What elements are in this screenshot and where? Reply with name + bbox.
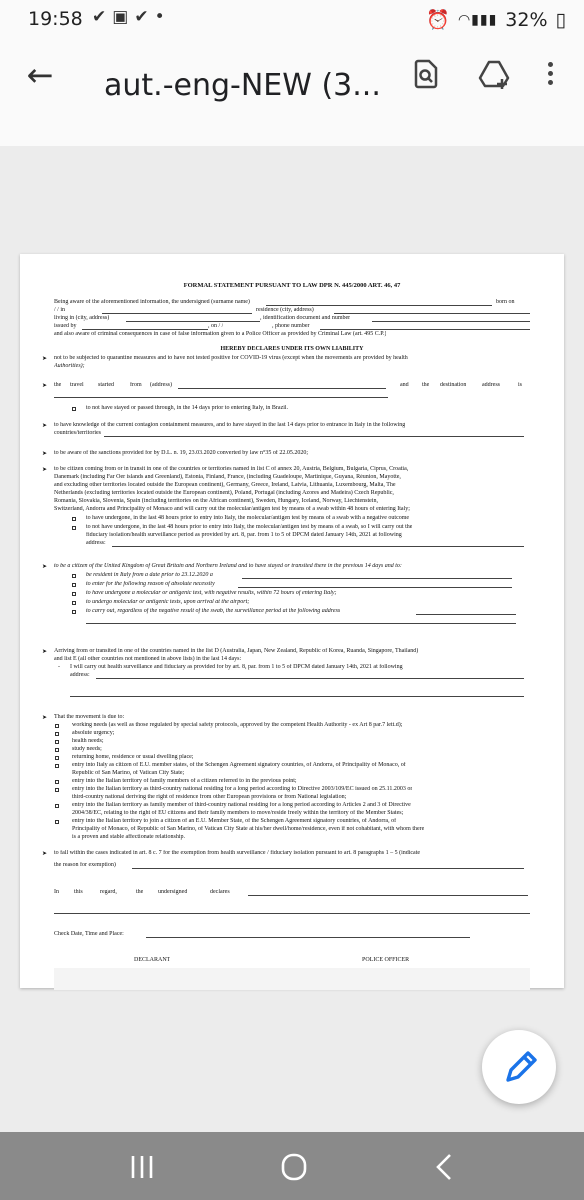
arrow-bullet-icon: ➤ bbox=[42, 850, 48, 857]
pdf-page[interactable]: FORMAL STATEMENT PURSUANT TO LAW DPR N. 445/2000 ART. 46, 47 Being aware of the aforementioned information, the undersigned (surname name) born on / / in residence (city, address) living in (city, address) , identification document and number issued by , on / / , phone number and also aware of criminal consequences in case of false information given to a Police Officer as provided by Criminal Law (art. 495 C.P.) HEREBY DECLARES UNDER ITS OWN LIABILITY ➤ not to be subjected to quarantine measures and to have not tested positive for COVID-19 virus (except when the movements are provided by health Authorities); ➤ the travel started from (address) and the destination address is to not have stayed or passed through, in the 14 days prior to entering Italy, in Brazil. ➤ to have knowledge of the current contagion containment measures, and to have stayed in the last 14 days prior to entrance in Italy in the following countries/territories ➤ to be aware of the sanctions provided for by D.L. n. 19, 23.03.2020 converted by law n°35 of 22.05.2020; ➤ to be citizen coming from or in transit in one of the countries or territories named in list C of annex 20, Austria, Belgium, Bulgaria, Ciprus, Croatia, Danemark (including Far Oer islands and Greenland), Estonia, Finland, France, (including Guadeloupe, Martinique, Guyana, Réunion, Mayotte, and excluding other territories located outside the European continent), Germany, Greece, Ireland, Latvia, Lithuania, Luxembourg, Malta, The Netherlands (excluding territories located outside the European continent), Poland, Portugal (including Azores and Madeira) Czech Republic, Romania, Slovakia, Slovenia, Spain (including territories on the African continent), Sweden, Hungary, Iceland, Norway, Liechtenstein, Switzerland, Andorra and Principality of Monaco and will carry out the molecular/antigen test by means of a swab within 48 hours of entering Italy; to have undergone, in the last 48 hours prior to entry into Italy, the molecular/antigen test by means of a swab with a negative outcome to not have undergone, in the last 48 hours prior to entry into Italy, the molecular/antigen test by means of a swab, so I will carry out the fiduciary isolation/health surveillance period as provided by art. 8, par. from 1 to 5 of DPCM dated January 14th, 2021 at following address: ➤ to be a citizen of the United Kingdom of Great Britain and Northern Ireland and to have stayed or transited there in the previous 14 days and to: be resident in Italy from a date prior to 23.12.2020 a to enter for the following reason of absolute necessity to have undergone a molecular or antigenic test, with negative results, within 72 hours of entering Italy; to undergo molecular or antigenic tests, upon arrival at the airport; to carry out, regardless of the negative result of the swab, the surveillance period at the following address ➤ Arriving from or transited in one of the countries named in the list D (Australia, Japan, New Zealand, Republic of Korea, Ruanda, Singapore, Thailand) and list E (all other countries not mentioned in above lists) in the last 14 days: - I will carry out health surveillance and fiduciary as provided for by art. 8, par. from 1 to 5 of DPCM dated January 14th, 2021 at following address: ➤ That the movement is due to: working needs (as well as those regulated by special safety protocols, approved by the competent Health Authority - ex Art 8 par.7 lett.d); absolute urgency; health needs; study needs; returning home, residence or usual dwelling place; entry into Italy as citizen of E.U. member states, of the Schengen Agreement signatory countries, of Andorra, of Principality of Monaco, of Republic of San Marino, of Vatican City State; entry into the Italian territory of family members of a citizen referred to in the previous point; entry into the Italian territory as third-country national residing for a long period according to Directive 2003/109/EC issued on 25.11.2003 or third-country national deriving the right of residence from other European provisions or from National legislation; entry into the Italian territory as family member of third-country national residing for a long period according to Articles 2 and 3 of Directive 2004/38/EC, relating to the right of EU citizens and their family members to move/reside freely within the territory of the Member States; entry into the Italian territory to join a citizen of an E.U. Member State, of the Schengen Agreement signatory countries, of Andorra, of Principality of Monaco, of Republic of San Marino, of Vatican City State at his/her dwell/home/residence, even if not cohabitant, with whom there is a proven and stable affectionate relationship. ➤ to fall within the cases indicated in art. 8 c. 7 for the exemption from health surveillance / fiduciary isolation pursuant to art. 8 paragraphs 1 – 5 (indicate the reason for exemption) In this regard, the undersigned declares Check Date, Time and Place: DECLARANT POLICE OFFICER bbox=[20, 254, 564, 988]
add-to-drive-icon[interactable] bbox=[478, 58, 510, 90]
find-in-page-icon[interactable] bbox=[410, 58, 442, 90]
back-arrow-icon[interactable]: ← bbox=[26, 56, 54, 94]
recent-apps-icon[interactable] bbox=[122, 1150, 162, 1184]
checkbox[interactable] bbox=[55, 764, 59, 768]
police-officer-label: POLICE OFFICER bbox=[362, 957, 410, 963]
intro-residence: residence (city, address) bbox=[256, 307, 314, 313]
intro-born-on: born on bbox=[496, 299, 515, 305]
wifi-signal-icon: ◠▮▮▮ bbox=[457, 11, 498, 28]
battery-level: 32% bbox=[505, 8, 548, 31]
checkbox[interactable] bbox=[72, 592, 76, 596]
checkbox[interactable] bbox=[72, 601, 76, 605]
checkbox[interactable] bbox=[55, 804, 59, 808]
checkbox[interactable] bbox=[55, 788, 59, 792]
status-bar bbox=[0, 0, 584, 36]
checkbox[interactable] bbox=[72, 583, 76, 587]
pencil-icon bbox=[482, 1030, 556, 1104]
notification-icons bbox=[92, 7, 171, 27]
arrow-bullet-icon: ➤ bbox=[42, 355, 48, 362]
sanctions-line: to be aware of the sanctions provided for by D.L. n. 19, 23.03.2020 converted by law n°35 of 22.05.2020; bbox=[54, 450, 309, 456]
intro-line: Being aware of the aforementioned information, the undersigned (surname name) bbox=[54, 299, 250, 305]
checkbox[interactable] bbox=[72, 526, 76, 530]
brazil-option: to not have stayed or passed through, in the 14 days prior to entering Italy, in Brazil. bbox=[86, 405, 289, 411]
arrow-bullet-icon: ➤ bbox=[42, 648, 48, 655]
check-date-label: Check Date, Time and Place: bbox=[54, 931, 124, 937]
alarm-icon: ⏰ bbox=[426, 9, 450, 31]
home-icon[interactable] bbox=[274, 1150, 314, 1184]
intro-date: / / in bbox=[54, 307, 66, 313]
checkbox[interactable] bbox=[55, 820, 59, 824]
checkbox[interactable] bbox=[55, 756, 59, 760]
quarantine-line: not to be subjected to quarantine measures and to have not tested positive for COVID-19 virus (except when the movements are provided by health bbox=[54, 355, 408, 361]
movement-title: That the movement is due to: bbox=[54, 714, 125, 720]
arrow-bullet-icon: ➤ bbox=[42, 450, 48, 457]
checkbox[interactable] bbox=[72, 407, 76, 411]
more-options-icon[interactable] bbox=[540, 58, 560, 92]
intro-awareness: and also aware of criminal consequences in case of false information given to a Police Officer as provided by Criminal Law (art. 495 C.P.) bbox=[54, 331, 387, 337]
form-heading: FORMAL STATEMENT PURSUANT TO LAW DPR N. 445/2000 ART. 46, 47 bbox=[183, 282, 401, 289]
back-nav-icon[interactable] bbox=[424, 1150, 464, 1184]
status-time: 19:58 bbox=[28, 8, 83, 30]
arrow-bullet-icon: ➤ bbox=[42, 466, 48, 473]
checkbox[interactable] bbox=[55, 732, 59, 736]
declares-heading: HEREBY DECLARES UNDER ITS OWN LIABILITY bbox=[220, 346, 364, 352]
battery-icon: ▯ bbox=[555, 8, 566, 31]
app-bar bbox=[0, 36, 584, 146]
checkbox[interactable] bbox=[55, 748, 59, 752]
arrow-bullet-icon: ➤ bbox=[42, 422, 48, 429]
intro-phone: , phone number bbox=[272, 323, 310, 329]
declarant-label: DECLARANT bbox=[134, 957, 171, 963]
intro-issued: issued by bbox=[54, 323, 77, 329]
checkbox[interactable] bbox=[55, 724, 59, 728]
uk-line: to be a citizen of the United Kingdom of Great Britain and Northern Ireland and to have stayed or transited there in the previous 14 days and to: bbox=[54, 563, 402, 569]
checkbox[interactable] bbox=[72, 574, 76, 578]
quarantine-line: Authorities); bbox=[54, 363, 85, 369]
intro-id: , identification document and number bbox=[260, 315, 351, 321]
check-icon: ✔ bbox=[134, 7, 155, 27]
checkbox[interactable] bbox=[55, 740, 59, 744]
document-title: aut.-eng-NEW (3... bbox=[104, 68, 381, 103]
checkbox[interactable] bbox=[55, 780, 59, 784]
intro-living: living in (city, address) bbox=[54, 315, 110, 321]
check-icon: ✔ bbox=[92, 7, 113, 27]
checkbox[interactable] bbox=[72, 517, 76, 521]
signature-area bbox=[54, 968, 530, 990]
arrow-bullet-icon: ➤ bbox=[42, 382, 48, 389]
intro-on: , on / / bbox=[208, 323, 224, 329]
system-nav-bar bbox=[0, 1132, 584, 1200]
checkbox[interactable] bbox=[72, 610, 76, 614]
image-icon: ▣ bbox=[112, 7, 135, 27]
edit-fab-button[interactable] bbox=[482, 1030, 556, 1104]
arrow-bullet-icon: ➤ bbox=[42, 563, 48, 570]
arrow-bullet-icon: ➤ bbox=[42, 714, 48, 721]
dot-icon: • bbox=[154, 7, 171, 27]
